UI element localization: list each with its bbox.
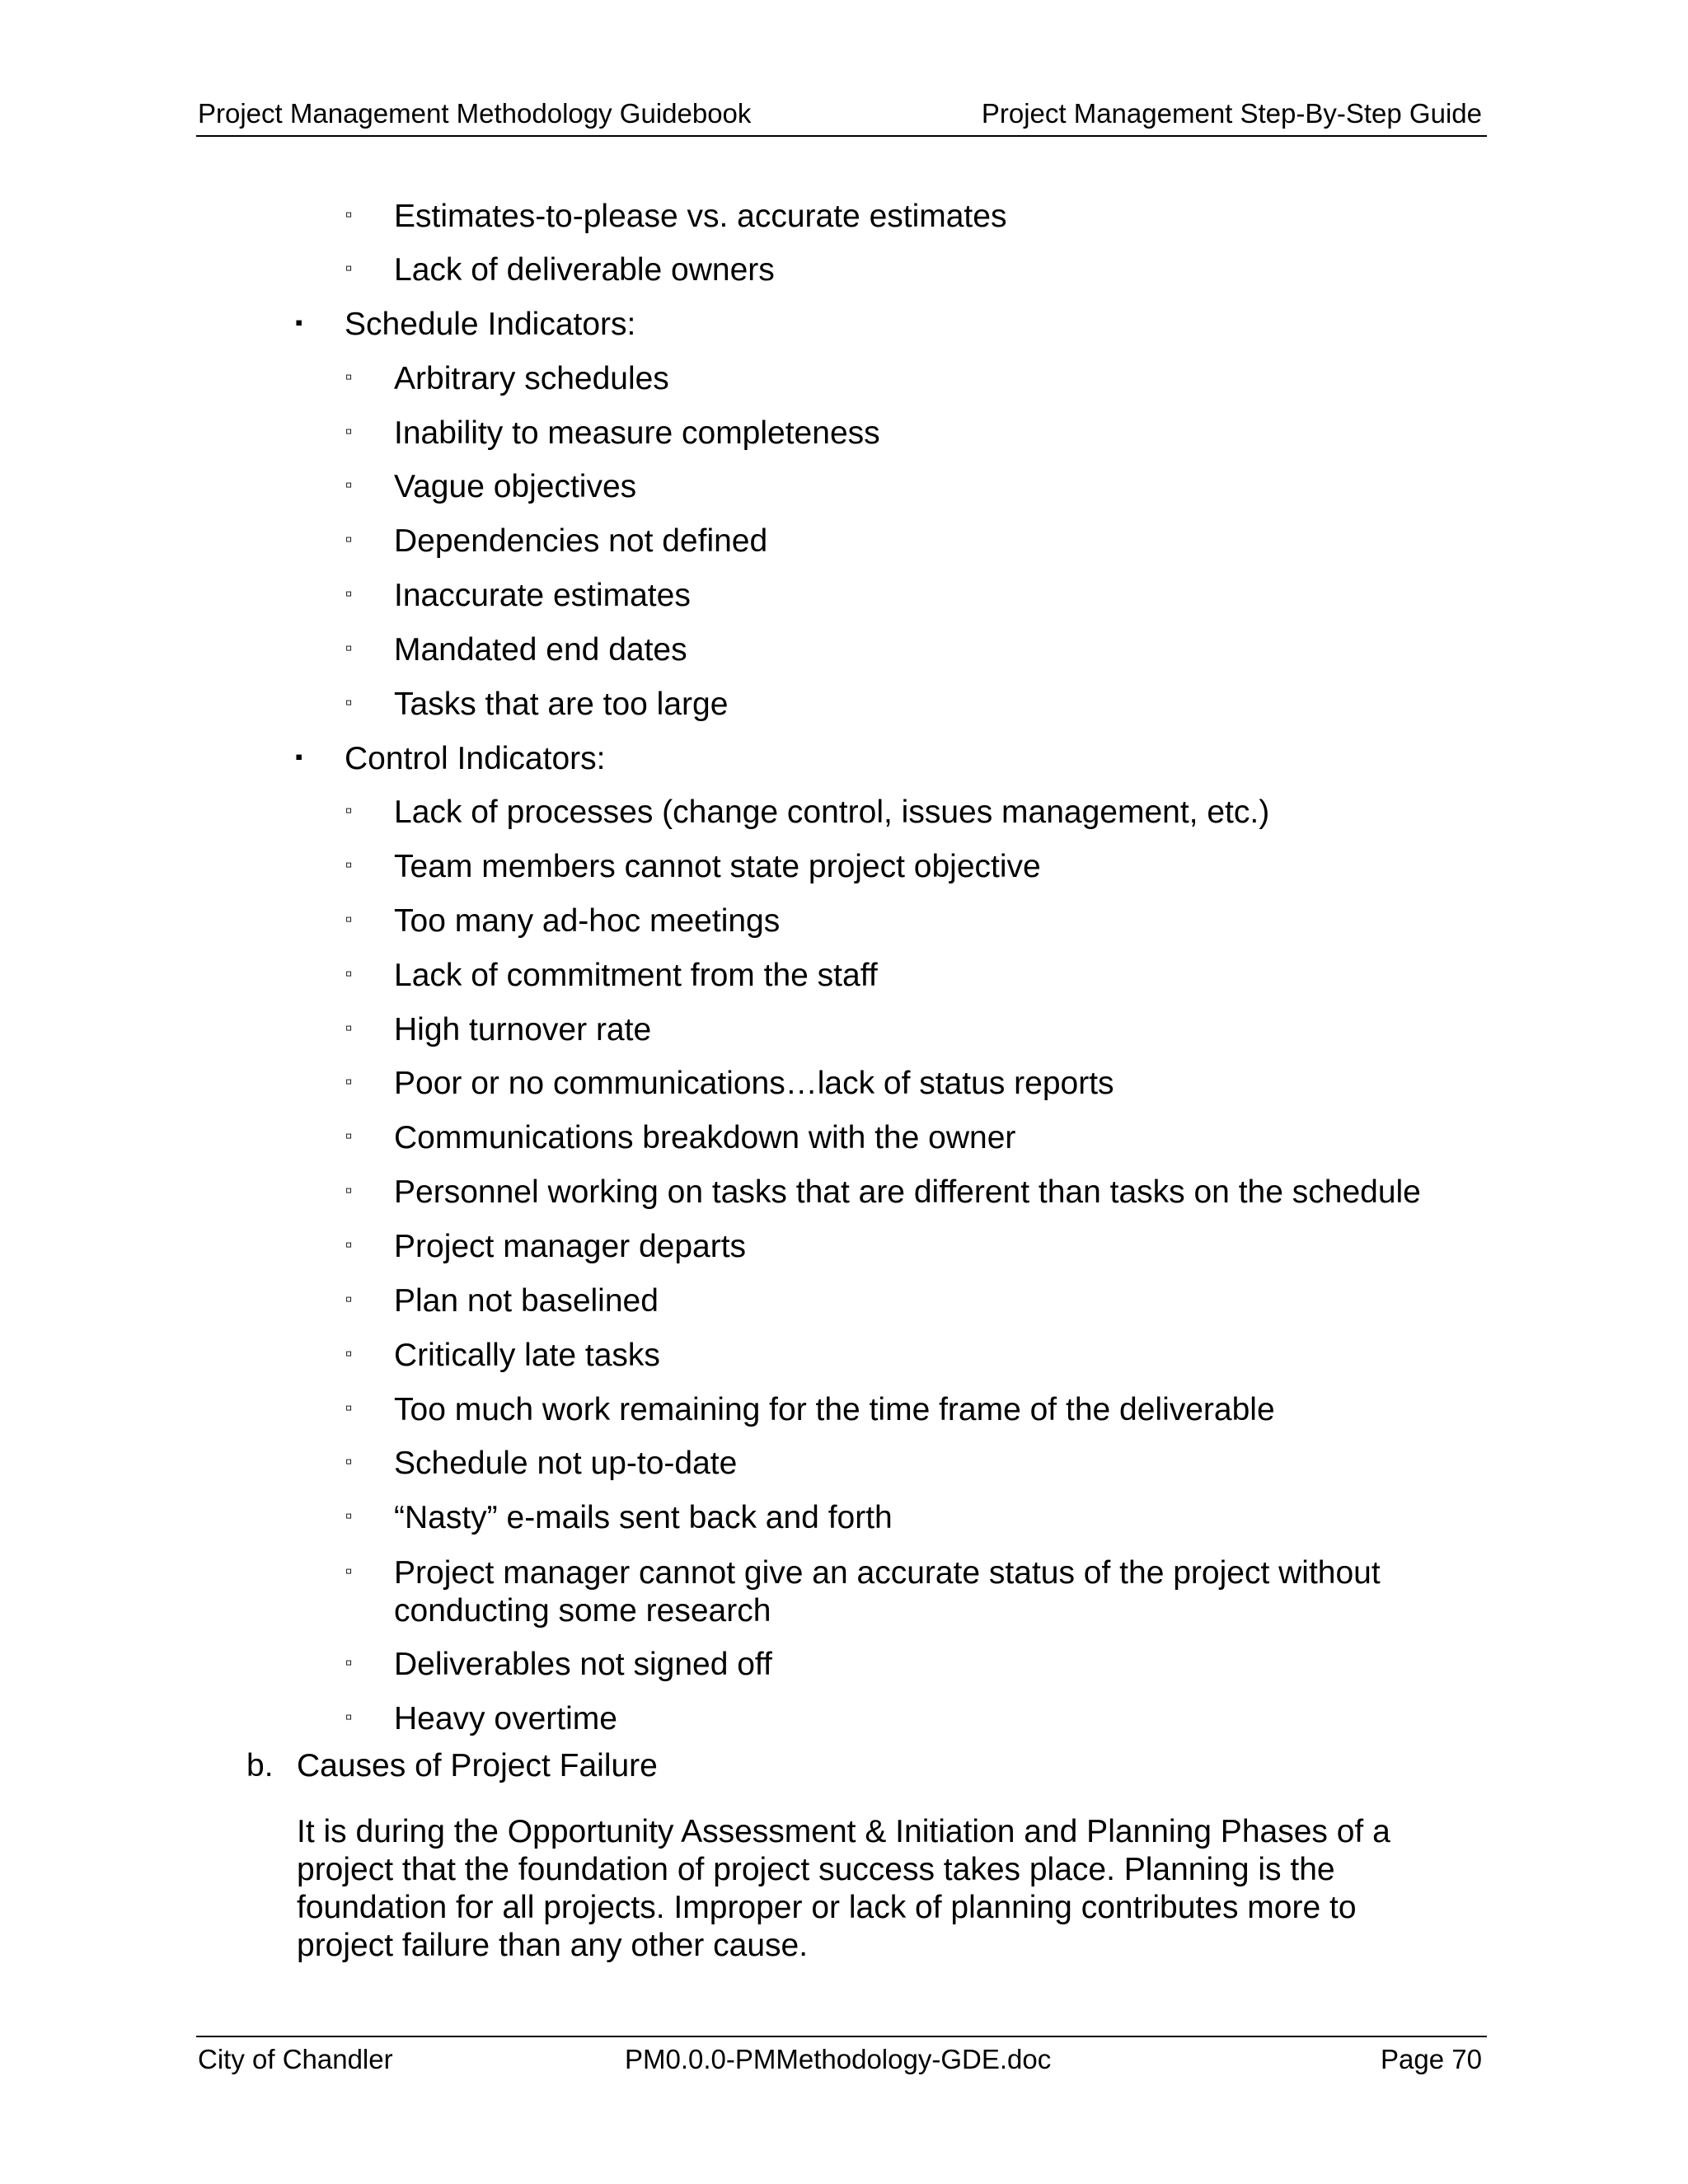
list-item: ▫ Vague objectives <box>394 468 636 505</box>
hollow-square-bullet-icon: ▫ <box>345 1071 353 1093</box>
list-item: ▫ Project manager departs <box>394 1228 746 1265</box>
hollow-square-bullet-icon: ▫ <box>345 583 353 605</box>
section-b-paragraph: It is during the Opportunity Assessment & Initiation and Planning Phases of a project that the foundation of project success takes place. Planning is the foundation for all projects. Improper or lack of planning contributes more to project failure than any other cause. <box>297 1814 1390 1963</box>
list-item: ▫ Project manager cannot give an accurate status of the project without <box>394 1554 1381 1591</box>
page-footer <box>196 2036 1487 2087</box>
footer-filename: PM0.0.0-PMMethodology-GDE.doc <box>625 2044 1052 2074</box>
section-b-heading <box>246 1747 658 1784</box>
list-item: ▫ Mandated end dates <box>394 631 687 668</box>
hollow-square-bullet-icon: ▫ <box>345 799 353 822</box>
hollow-square-bullet-icon: ▫ <box>345 1560 353 1582</box>
list-item: ▫ Communications breakdown with the owner <box>394 1119 1015 1156</box>
list-item: ▫ Arbitrary schedules <box>394 360 669 397</box>
list-item: ▫ Plan not baselined <box>394 1282 659 1319</box>
header-doc-title: Project Management Methodology Guidebook <box>198 98 752 129</box>
section-b-title: Causes of Project Failure <box>297 1748 658 1783</box>
list-item: ▫ Dependencies not defined <box>394 523 767 560</box>
section-letter: b. <box>246 1748 274 1783</box>
hollow-square-bullet-icon: ▫ <box>345 854 353 876</box>
hollow-square-bullet-icon: ▫ <box>345 257 353 279</box>
hollow-square-bullet-icon: ▫ <box>345 420 353 443</box>
hollow-square-bullet-icon: ▫ <box>345 1125 353 1147</box>
hollow-square-bullet-icon: ▫ <box>345 908 353 930</box>
list-item: ▫ “Nasty” e-mails sent back and forth <box>394 1499 893 1536</box>
list-item: ▫ Lack of processes (change control, issues management, etc.) <box>394 794 1269 831</box>
header-guide-title: Project Management Step-By-Step Guide <box>981 98 1482 129</box>
list-item: ▫ Lack of commitment from the staff <box>394 957 878 994</box>
filled-square-bullet-icon: ▪ <box>295 744 303 769</box>
hollow-square-bullet-icon: ▫ <box>345 1505 353 1527</box>
list-item: ▫ Team members cannot state project objective <box>394 848 1041 885</box>
hollow-square-bullet-icon: ▫ <box>345 1652 353 1674</box>
hollow-square-bullet-icon: ▫ <box>345 1397 353 1419</box>
hollow-square-bullet-icon: ▫ <box>345 1343 353 1365</box>
page-header <box>196 94 1487 137</box>
hollow-square-bullet-icon: ▫ <box>345 204 353 226</box>
list-item: ▫ Critically late tasks <box>394 1337 660 1374</box>
footer-page-number: Page 70 <box>1381 2044 1482 2074</box>
hollow-square-bullet-icon: ▫ <box>345 528 353 551</box>
list-item: ▫ Estimates-to-please vs. accurate estimates <box>394 198 1006 235</box>
hollow-square-bullet-icon: ▫ <box>345 1179 353 1202</box>
hollow-square-bullet-icon: ▫ <box>345 1017 353 1039</box>
hollow-square-bullet-icon: ▫ <box>345 637 353 659</box>
hollow-square-bullet-icon: ▫ <box>345 366 353 388</box>
list-item: ▫ Deliverables not signed off <box>394 1646 772 1683</box>
hollow-square-bullet-icon: ▫ <box>345 691 353 714</box>
list-item: ▫ Poor or no communications…lack of status reports <box>394 1065 1114 1102</box>
footer-organization: City of Chandler <box>198 2044 393 2074</box>
list-item: ▫ High turnover rate <box>394 1011 651 1048</box>
filled-square-bullet-icon: ▪ <box>295 310 303 335</box>
hollow-square-bullet-icon: ▫ <box>345 963 353 985</box>
hollow-square-bullet-icon: ▫ <box>345 1234 353 1256</box>
list-item: ▫ Schedule not up-to-date <box>394 1445 737 1482</box>
list-item: ▫ Personnel working on tasks that are different than tasks on the schedule <box>394 1174 1421 1211</box>
list-item: ▫ Inaccurate estimates <box>394 577 691 614</box>
schedule-indicators-heading: ▪ Schedule Indicators: <box>345 306 635 343</box>
list-item: ▫ Tasks that are too large <box>394 686 728 723</box>
hollow-square-bullet-icon: ▫ <box>345 1706 353 1728</box>
list-item: ▫ Too much work remaining for the time frame of the deliverable <box>394 1391 1275 1428</box>
control-indicators-heading: ▪ Control Indicators: <box>345 740 605 777</box>
hollow-square-bullet-icon: ▫ <box>345 1451 353 1473</box>
list-item: ▫ Heavy overtime <box>394 1700 617 1737</box>
list-item-continuation: conducting some research <box>394 1593 771 1629</box>
hollow-square-bullet-icon: ▫ <box>345 474 353 496</box>
list-item: ▫ Too many ad-hoc meetings <box>394 902 780 940</box>
list-item: ▫ Inability to measure completeness <box>394 415 880 452</box>
list-item: ▫ Lack of deliverable owners <box>394 251 775 288</box>
hollow-square-bullet-icon: ▫ <box>345 1288 353 1310</box>
